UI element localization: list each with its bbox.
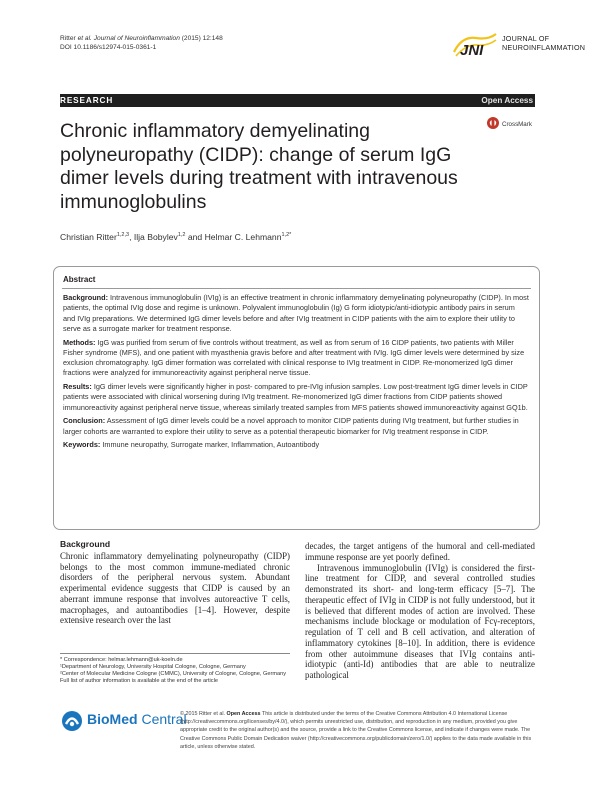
citation-header — [60, 34, 223, 52]
footnotes — [60, 657, 290, 685]
article-type-bar — [60, 94, 535, 107]
results-text: IgG dimer levels were significantly higher in post- compared to pre-IVIg infusion samples. Low post-treatment IgG dimer levels in CIDP patients were associated with clinical worsening during IVIg treatment. Re-monomerized IgG dimer fractions from CIDP patients showed immunoreactivity against peripheral nerve tissue, whereas similarly treated samples from MFS patients showed immunoreactivity against GQ1b. — [63, 382, 528, 412]
results-label: Results: — [63, 382, 92, 392]
author-1[interactable]: Christian Ritter — [60, 232, 117, 242]
keywords-text: Immune neuropathy, Surrogate marker, Inflammation, Autoantibody — [100, 440, 320, 450]
jni-mark: JNI — [460, 42, 484, 58]
publisher-name-rest: Central — [137, 711, 187, 727]
footnote-divider — [60, 653, 290, 654]
author-3-affiliation: 1,2* — [281, 232, 292, 239]
author-2-affiliation: 1,2 — [177, 232, 186, 239]
crossmark-label: CrossMark — [502, 121, 532, 128]
abstract-box — [53, 266, 540, 530]
author-list — [60, 232, 480, 242]
publisher-logo — [60, 709, 187, 733]
open-access-tag: Open Access — [226, 711, 261, 717]
citation-journal: Journal of Neuroinflammation — [93, 35, 180, 42]
body-paragraph: Chronic inflammatory demyelinating polyneuropathy (CIDP) belongs to the most common immune-mediated chronic disorders of the peripheral nervous system. Abundant experimental evidence suggests that CIDP is caused by an aberrant immune response that involves autoreactive T cells, macrophages, and autoantibodies [1–4]. However, despite extensive research over the last — [60, 550, 290, 626]
body-paragraph: decades, the target antigens of the humoral and cell-mediated immune response are yet poorly defined. — [305, 541, 535, 562]
body-column-left — [60, 539, 290, 626]
methods-label: Methods: — [63, 337, 96, 347]
citation-etal: et al. — [77, 35, 92, 42]
affiliation-1: ¹Department of Neurology, University Hospital Cologne, Cologne, Germany — [60, 664, 246, 671]
abstract-body — [63, 293, 529, 454]
crossmark-badge[interactable] — [486, 116, 546, 130]
journal-name-line2: NEUROINFLAMMATION — [502, 43, 586, 52]
journal-logo — [452, 30, 586, 64]
keywords-label: Keywords: — [63, 440, 101, 450]
citation-authors: Ritter — [60, 35, 78, 42]
conclusion-text: Assessment of IgG dimer levels could be a novel approach to monitor CIDP patients during IVIg treatment, but further studies in larger cohorts are warranted to explore their utility to serve as a potential therapeutic biomarker for IVIg treatment response in CIDP. — [63, 416, 519, 436]
abstract-background — [63, 293, 529, 334]
abstract-divider — [62, 288, 531, 289]
background-label: Background: — [63, 293, 108, 302]
author-info-note: Full list of author information is available at the end of the article — [60, 678, 218, 685]
abstract-methods — [63, 338, 529, 379]
abstract-results — [63, 382, 529, 413]
background-text: Intravenous immunoglobulin (IVIg) is an effective treatment in chronic inflammatory demyelinating polyneuropathy (CIDP). In most patients, the optimal IVIg dose and regime is unknown. Polyvalent immunoglobulin (Ig) G form idiotypic/anti-idiotypic antibody pairs in serum and IVIg preparations. We determined IgG dimer levels before and after IVIg treatment in CIDP patients with the aim to explore their utility to serve as a surrogate marker for treatment response. — [63, 293, 529, 333]
publisher-name — [87, 711, 187, 727]
jni-logo-icon — [452, 32, 498, 58]
author-3[interactable]: and Helmar C. Lehmann — [185, 232, 282, 242]
article-type-label: RESEARCH — [60, 96, 114, 105]
methods-text: IgG was purified from serum of five controls without treatment, as well as from serum of 16 CIDP patients, two patients with Miller Fisher syndrome (MFS), and one patient with myasthenia gravis before and after treatment with IVIg. IgG dimer levels were determined by size exclusion chromatography. IgG dimer formation was correlated with clinical response to IVIg treatment in CIDP. Re-monomerized IgG dimer fractions were analyzed for immunoreactivity against peripheral nerve tissue. — [63, 337, 525, 378]
license-text: This article is distributed under the terms of the Creative Commons Attribution 4.0 International License (http://creativecommons.org/licenses/by/4.0/), which permits unrestricted use, distribution, and reproduction in any medium, provided you give appropriate credit to the original author(s) and the source, provide a link to the Creative Commons license, and indicate if changes were made. The Creative Commons Public Domain Dedication waiver (http://creativecommons.org/publicdomain/zero/1.0/) applies to the data made available in this article, unless otherwise stated. — [180, 711, 532, 750]
license-notice — [180, 710, 540, 751]
abstract-conclusion — [63, 416, 529, 437]
citation-tail: (2015) 12:148 — [179, 35, 223, 42]
body-column-right — [305, 541, 535, 681]
crossmark-icon — [486, 116, 546, 130]
article-title: Chronic inflammatory demyelinating polyneuropathy (CIDP): change of serum IgG dimer levels during treatment with intravenous immunoglobulins — [60, 120, 458, 213]
author-1-affiliation: 1,2,3 — [116, 232, 130, 239]
abstract-heading: Abstract — [63, 275, 96, 284]
correspondence-email[interactable]: * Correspondence: helmar.lehmann@uk-koeln.de — [60, 657, 183, 663]
body-paragraph: Intravenous immunoglobulin (IVIg) is considered the first-line treatment for CIDP, and several controlled studies demonstrated its short- and long-term efficacy [5–7]. The therapeutic effect of IVIg in CIDP is not fully understood, but it is believed that different modes of action are involved. These mechanisms include blockage or modulation of Fcγ-receptors, regulation of T cell and B cell activation, and alteration of inflammatory cytokines [8–10]. In addition, there is evidence from other autoimmune diseases that IVIg contains anti-idiotypic (anti-Id) antibodies that are able to neutralize pathological — [305, 562, 535, 680]
doi-link[interactable]: DOI 10.1186/s12974-015-0361-1 — [60, 44, 157, 51]
abstract-keywords — [63, 440, 529, 450]
open-access-label: Open Access — [481, 96, 533, 105]
section-heading-background: Background — [60, 539, 111, 549]
author-2[interactable]: , Ilja Bobylev — [129, 232, 178, 242]
journal-name-line1: JOURNAL OF — [502, 34, 550, 43]
copyright-year: © 2015 Ritter et al. — [180, 711, 227, 717]
journal-name — [502, 34, 585, 52]
biomed-central-icon — [60, 709, 84, 733]
publisher-name-bold: BioMed — [87, 711, 138, 727]
conclusion-label: Conclusion: — [63, 416, 106, 426]
affiliation-2: ²Center of Molecular Medicine Cologne (CMMC), University of Cologne, Cologne, Germany — [60, 671, 287, 678]
